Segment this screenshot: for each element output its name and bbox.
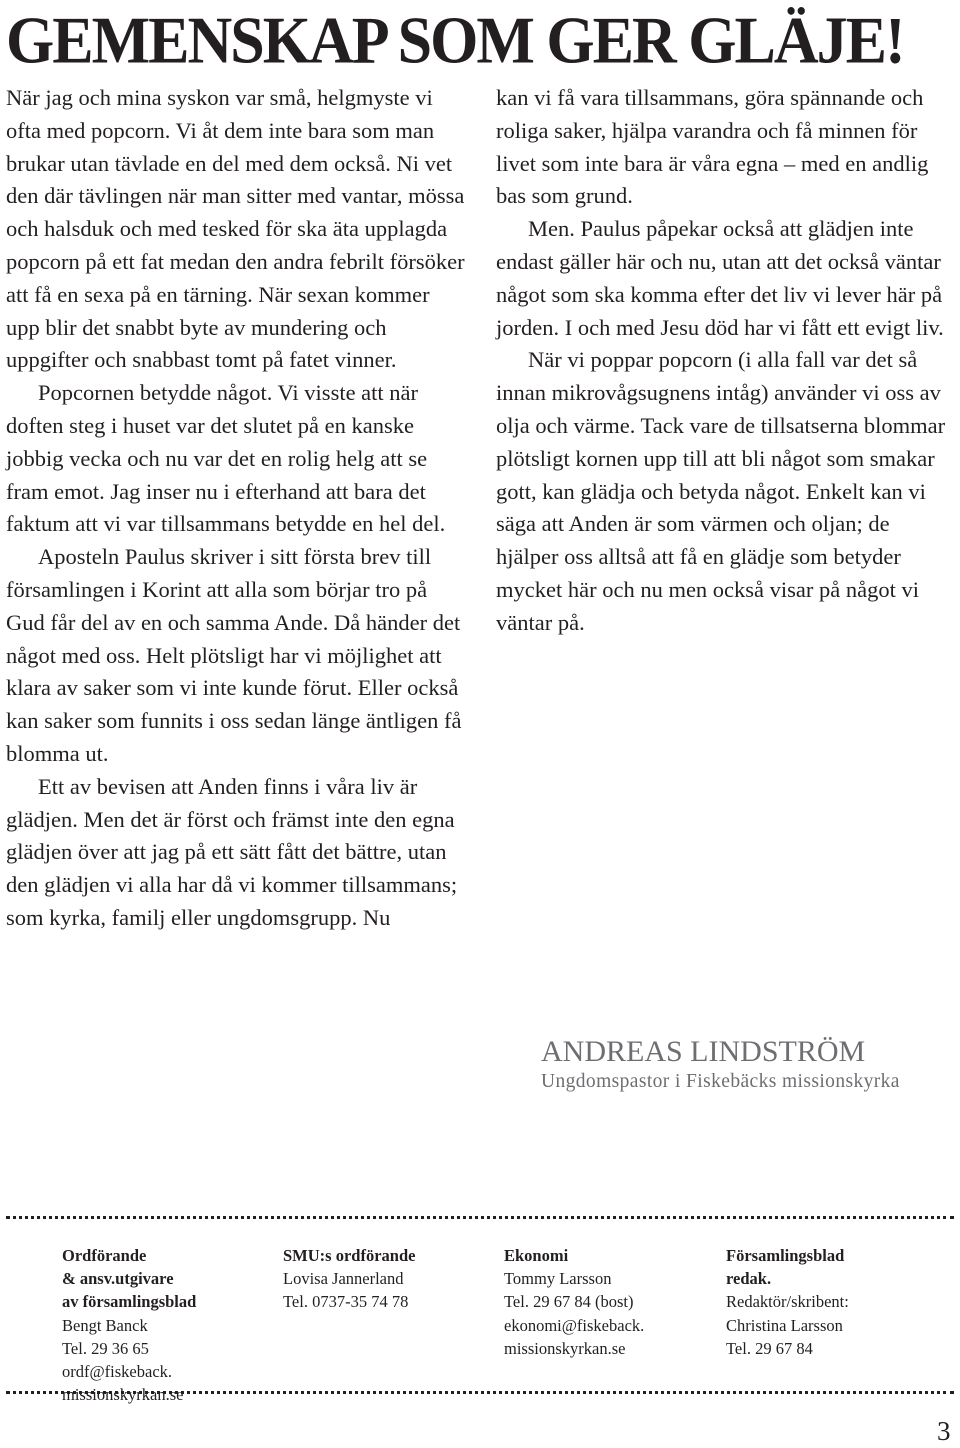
contact-line: redak.: [726, 1269, 772, 1289]
author-role: Ungdomspastor i Fiskebäcks missionskyrka: [541, 1071, 900, 1092]
paragraph: När vi poppar popcorn (i alla fall var det så innan mikrovågsugnens intåg) använder vi oss av olja och värme. Tack vare de tillsatserna blommar plötsligt kornen upp till att bli något som smakar gott, kan glädja och betyda något. Enkelt kan vi säga att Anden är som värmen och oljan; de hjälper oss alltså att få en glädje som betyder mycket här och nu men också visar på något vi väntar på.: [496, 347, 946, 635]
contact-line: Tel. 0737-35 74 78: [283, 1292, 409, 1312]
paragraph: kan vi få vara tillsammans, göra spännande och roliga saker, hjälpa varandra och få minnen för livet som inte bara är våra egna – med en andlig bas som grund.: [496, 85, 929, 209]
contact-line: Församlingsblad: [726, 1246, 845, 1265]
contact-line: Tel. 29 36 65: [62, 1338, 149, 1358]
contact-line: Tommy Larsson: [504, 1269, 612, 1289]
contact-line: ekonomi@fiskeback.: [504, 1315, 645, 1335]
paragraph: Ett av bevisen att Anden finns i våra liv är glädjen. Men det är först och främst inte den egna glädjen över att jag på ett sätt fått det bättre, utan den glädjen vi alla har då vi kommer tillsammans; som kyrka, familj eller ungdomsgrupp. Nu: [6, 773, 458, 930]
contact-line: & ansv.utgivare: [62, 1269, 174, 1289]
contact-line: ordf@fiskeback.: [62, 1362, 173, 1382]
contact-line: Tel. 29 67 84 (bost): [504, 1292, 634, 1312]
paragraph: Aposteln Paulus skriver i sitt första brev till församlingen i Korint att alla som börjar tro på Gud får del av en och samma Ande. Då händer det något med oss. Helt plötsligt har vi möjlighet att klara av saker som vi inte kunde förut. Eller också kan saker som funnits i oss sedan länge äntligen få blomma ut.: [6, 544, 462, 766]
author-name: ANDREAS LINDSTRÖM: [541, 1035, 866, 1068]
contact-editor: [726, 1244, 936, 1360]
paragraph: Men. Paulus påpekar också att glädjen inte endast gäller här och nu, utan att det också väntar något som ska komma efter det liv vi lever här på jorden. I och med Jesu död har vi fått ett evigt liv.: [496, 216, 944, 340]
contact-chairman: [62, 1244, 272, 1406]
contact-line: SMU:s ordförande: [283, 1246, 416, 1265]
page-number: 3: [937, 1416, 951, 1446]
contact-line: Christina Larsson: [726, 1315, 843, 1335]
headline: GEMENSKAP SOM GER GLÄJE!: [6, 4, 904, 78]
contact-economy: [504, 1244, 714, 1360]
contact-line: Redaktör/skribent:: [726, 1292, 849, 1312]
contact-line: av församlingsblad: [62, 1292, 197, 1312]
contact-line: Tel. 29 67 84: [726, 1338, 813, 1358]
contact-line: Lovisa Jannerland: [283, 1269, 404, 1289]
contact-smu-chairman: [283, 1244, 493, 1314]
contact-line: Bengt Banck: [62, 1315, 148, 1335]
author-byline: [541, 1034, 956, 1094]
paragraph: När jag och mina syskon var små, helgmyste vi ofta med popcorn. Vi åt dem inte bara som man brukar utan tävlade en del med dem också. Ni vet den där tävlingen när man sitter med vantar, mössa och halsduk och med tesked för ska äta upplagda popcorn på ett fat medan den andra febrilt försöker att få en sexa på en tärning. När sexan kommer upp blir det snabbt byte av mundering och uppgifter och snabbast tomt på fatet vinner.: [6, 85, 465, 373]
paragraph: Popcornen betydde något. Vi visste att när doften steg i huset var det slutet på en kanske jobbig vecka och nu var det en rolig helg att se fram emot. Jag inser nu i efterhand att bara det faktum att vi var tillsammans betydde en hel del.: [6, 380, 446, 537]
article-column-right: [496, 82, 948, 640]
contact-line: missionskyrkan.se: [62, 1385, 184, 1405]
article-column-left: [6, 82, 468, 935]
contact-line: Ekonomi: [504, 1246, 569, 1265]
contact-line: Ordförande: [62, 1246, 147, 1265]
contact-line: missionskyrkan.se: [504, 1338, 626, 1358]
